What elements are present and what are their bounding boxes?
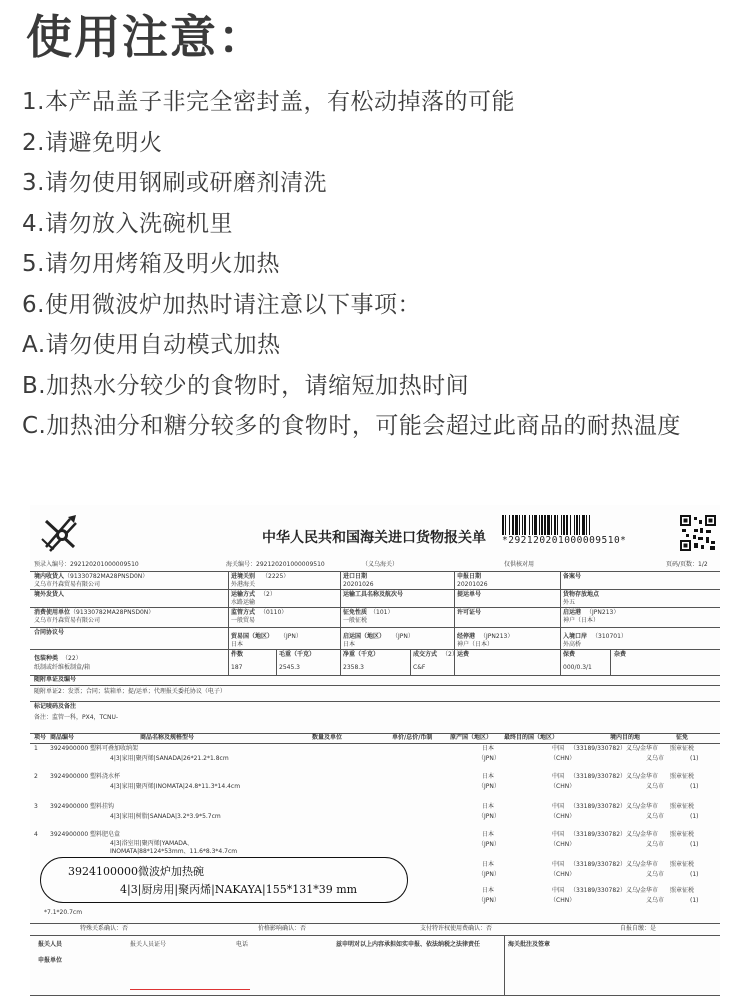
extra-line: *7.1*20.7cm	[44, 909, 83, 916]
barcode-bars-icon	[502, 515, 682, 535]
notice-item: 4.请勿放入洗碗机里	[22, 210, 233, 237]
highlight-code: 3924100000微波炉加热碗	[68, 865, 204, 878]
form-title: 中华人民共和国海关进口货物报关单	[262, 530, 486, 546]
notice-item: 3.请勿使用钢刷或研磨剂清洗	[22, 170, 327, 196]
customs-declaration: 中华人民共和国海关进口货物报关单 *292120201000009510* 预录入编号： 292120201000009510 海关编号： 292120201000009510 （义乌海关） 仅供核对用 页码/页数：1/2 境内收货人 （91330782MA28PNSD0N） 义乌市丹森贸易有限公司 进境关别 （2225） 外港海关 进口日期 20201026 申报日期 20201026 备案号 境外发货人 运输方式 （2） 水路运输 运输工具名称及航次号 提运单号 货物存放地点 外五 消费使用单位 （91330782MA28PNSD0N） 义乌市丹森贸易有限公司 监管方式 （0110） 一般贸易 征免性质 （101） 一般征税 许可证号 启运港 （JPN213） 神户（日本） 合同协议号 贸易国（地区） （JPN） 日本 启运国（地区） （JPN） 日本 经停港 （JPN213） 神户（日本） 入境口岸 （310701） 外高桥 包装种类 （22） 纸制或纤维板制盒/箱 件数 187 毛重（千克） 2545.3 净重（千克） 2358.3 成交方式 （2） C&F 运费 保费 000/0.3/1 杂费 随附单证及编号 随附单证2：发票；合同；装箱单；提/运单；代理报关委托协议（电子） 标记唛码及备注 备注：监管一科，PX4，TCNU- 项号 商品编号 商品名称及规格型号 数量及单位 单价/总价/币制 原产国（地区） 最终目的国（地区） 境内目的地 征免 1 3924900000 塑料可叠加收纳架 4|3|家用|聚丙烯|SANADA|26*21.2*1.8cm 2 3924900000 塑料浇水杯 4|3|家用|聚丙烯|INOMATA|24.8*11.3*14.4cm 3 3924900000 塑料挂钩 4|3|家用|树脂|SANADA|3.2*3.9*5.7cm 4 3924900000 塑料肥皂盒 4|3|浴室用|聚丙烯|YAMADA、 INOMATA|88*124*53mm、11.6*8.3*4.7cm 日本 （JPN） 中国 （CHN） （33189/330782）义乌/金华市 义乌市 照章征税 (1) 日本 （JPN） 中国 （CHN） （33189/330782）义乌/金华市 义乌市 照章征税 (1) 日本 （JPN） 中国 （CHN） （33189/330782）义乌/金华市 义乌市 照章征税 (1) 日本 （JPN） 中国 （CHN） （33189/330782）义乌/金华市 义乌市 照章征税 (1) 日本 （JPN） 中国 （CHN） （33189/330782）义乌/金华市 义乌市 照章征税 (1) 日本 （JPN） 中国 （CHN） （33189/330782）义乌/金华市 义乌市 照章征税 (1) 3924100000微波炉加热碗 4|3|厨房用|聚丙烯|NAKAYA|155*131*39 mm *7.1*20.7cm 特殊关系确认：否 价格影响确认：否 支付特许权使用费确认：否 自报自缴：是 报关人员 报关人员证号 电话 兹申明对以上内容承担如实申报、依法纳税之法律责任 海关批注及签章 申报单位	[30, 505, 720, 995]
notice-item: A.请勿使用自动模式加热	[22, 332, 281, 358]
barcode-text: *292120201000009510*	[502, 535, 627, 546]
notice-item: 6.使用微波炉加热时请注意以下事项：	[22, 291, 421, 318]
customs-emblem-icon	[40, 513, 84, 553]
highlight-spec: 4|3|厨房用|聚丙烯|NAKAYA|155*131*39 mm	[120, 883, 358, 896]
barcode	[502, 515, 682, 549]
signature-line	[130, 989, 250, 990]
notice-item: 5.请勿用烤箱及明火加热	[22, 251, 280, 277]
notice-item: B.加热水分较少的食物时，请缩短加热时间	[22, 372, 470, 399]
prefill-label: 预录入编号：	[34, 561, 71, 568]
page-info: 页码/页数：1/2	[666, 561, 708, 568]
qr-code-icon	[680, 515, 716, 551]
notice-list	[22, 82, 742, 447]
notice-item: 2.请避免明火	[22, 129, 163, 156]
customs-place: （义乌海关）	[362, 561, 399, 568]
notice-item: 1.本产品盖子非完全密封盖，有松动掉落的可能	[22, 89, 515, 115]
notice-title: 使用注意：	[26, 10, 266, 64]
prefill-value: 292120201000009510	[70, 561, 139, 568]
notice-item: C.加热油分和糖分较多的食物时，可能会超过此商品的耐热温度	[22, 413, 681, 439]
verify-note: 仅供核对用	[504, 561, 535, 568]
customs-no-label: 海关编号：	[226, 561, 257, 568]
customs-no-value: 292120201000009510	[256, 561, 325, 568]
